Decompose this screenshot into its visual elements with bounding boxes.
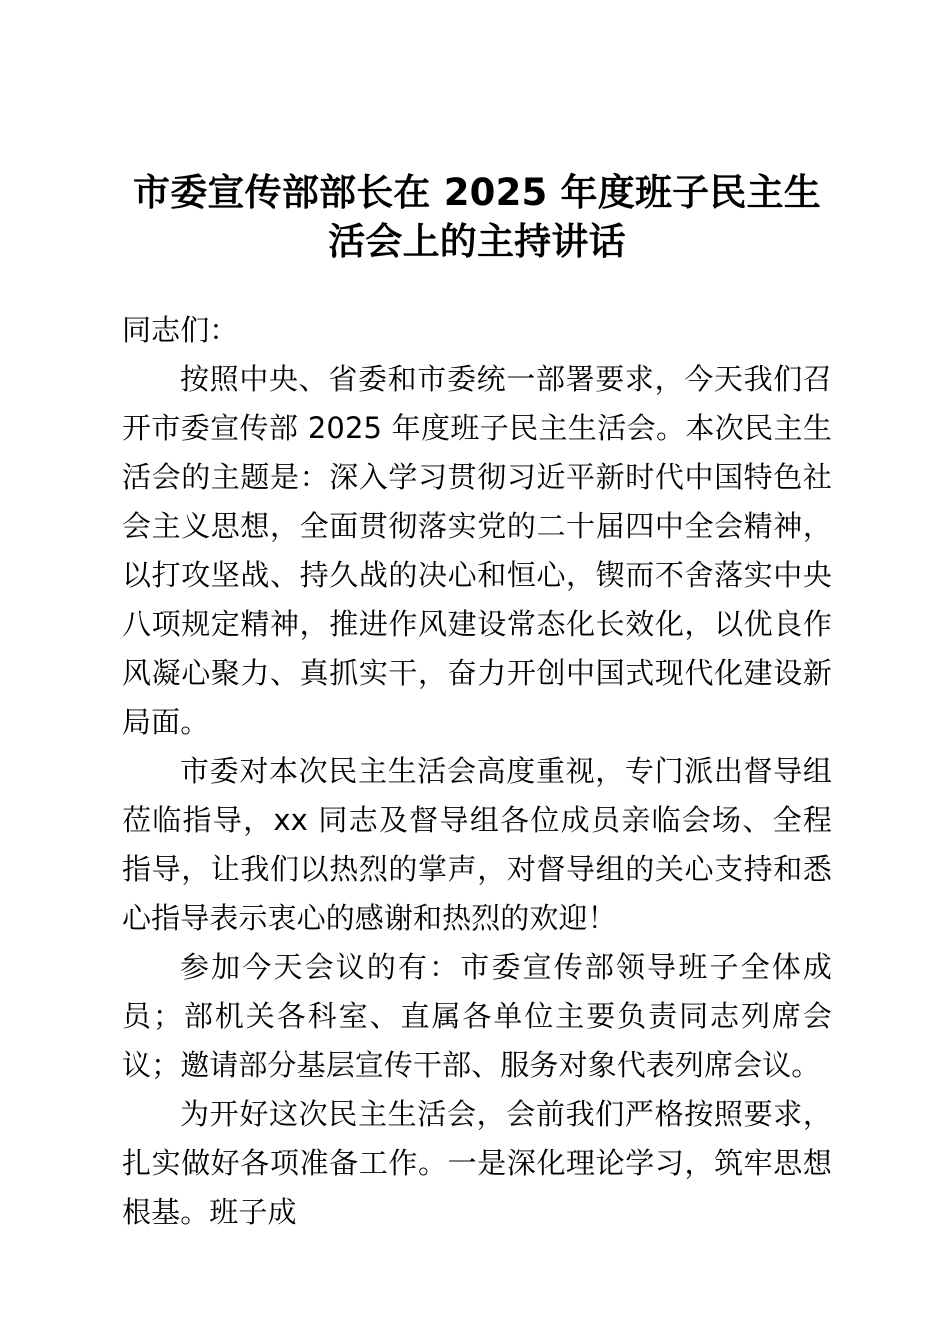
document-title: 市委宣传部部长在 2025 年度班子民主生活会上的主持讲话: [133, 171, 821, 263]
body-paragraph-1: 按照中央、省委和市委统一部署要求，今天我们召开市委宣传部 2025 年度班子民主生活会。本次民主生活会的主题是：深入学习贯彻习近平新时代中国特色社会主义思想，全面贯彻落实党的二十届四中全会精神，以打攻坚战、持久战的决心和恒心，锲而不舍落实中央八项规定精神，推进作风建设常态化长效化，以优良作风凝心聚力、真抓实干，奋力开创中国式现代化建设新局面。: [122, 362, 832, 739]
body-paragraph-4: 为开好这次民主生活会，会前我们严格按照要求，扎实做好各项准备工作。一是深化理论学习，筑牢思想根基。班子成: [122, 1097, 832, 1229]
body-paragraph-3: 参加今天会议的有：市委宣传部领导班子全体成员；部机关各科室、直属各单位主要负责同志列席会议；邀请部分基层宣传干部、服务对象代表列席会议。: [122, 950, 832, 1082]
salutation-line: 同志们：: [122, 313, 239, 347]
document-body: [122, 0, 832, 1237]
body-paragraph-2: 市委对本次民主生活会高度重视，专门派出督导组莅临指导，xx 同志及督导组各位成员亲临会场、全程指导，让我们以热烈的掌声，对督导组的关心支持和悉心指导表示衷心的感谢和热烈的欢迎！: [122, 754, 832, 935]
